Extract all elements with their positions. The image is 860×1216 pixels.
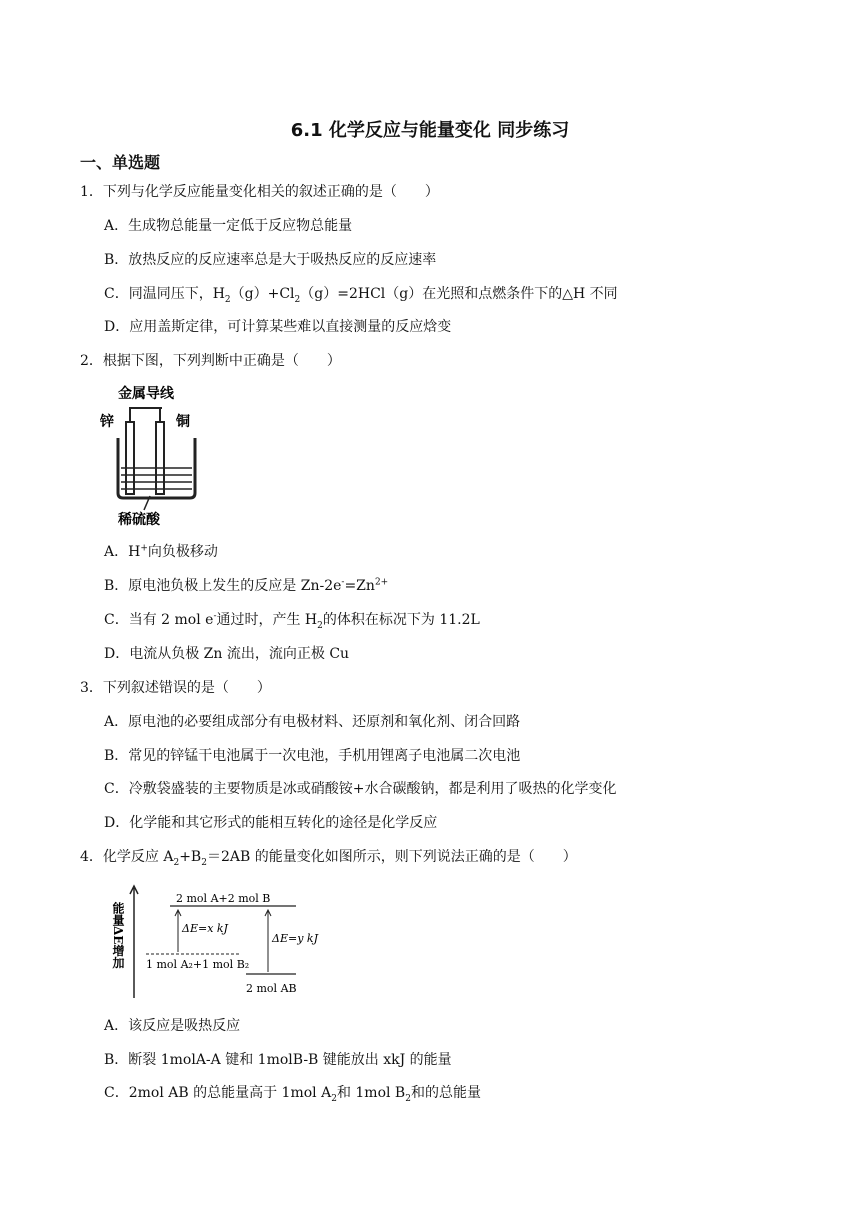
question-1-option-c xyxy=(104,283,618,305)
low-level-label: 2 mol AB xyxy=(246,982,297,995)
question-2-option-a xyxy=(104,541,218,561)
subscript: 2 xyxy=(294,294,301,305)
superscript: - xyxy=(213,611,217,622)
question-3-option-a: A．原电池的必要组成部分有电极材料、还原剂和氧化剂、闭合回路 xyxy=(104,714,521,730)
q4-stem-part: 4．化学反应 A xyxy=(80,849,174,865)
subscript: 2 xyxy=(173,857,180,868)
question-2-option-b xyxy=(104,575,388,595)
question-1-stem: 1．下列与化学反应能量变化相关的叙述正确的是（ ） xyxy=(80,184,439,200)
question-3-option-d: D．化学能和其它形式的能相互转化的途径是化学反应 xyxy=(104,815,438,831)
question-1-option-a: A．生成物总能量一定低于反应物总能量 xyxy=(104,218,353,234)
q1c-part: （g）=2HCl（g）在光照和点燃条件下的△H 不同 xyxy=(300,286,618,302)
q4c-part: 和 1mol B xyxy=(336,1085,406,1101)
top-level-label: 2 mol A+2 mol B xyxy=(176,892,271,905)
copper-electrode xyxy=(156,422,164,494)
subscript: 2 xyxy=(224,294,231,305)
galvanic-cell-figure xyxy=(100,378,220,528)
question-2-option-c xyxy=(104,609,480,631)
zinc-electrode xyxy=(126,422,134,494)
question-2-option-d: D．电流从负极 Zn 流出，流向正极 Cu xyxy=(104,646,350,662)
section-heading: 一、单选题 xyxy=(80,153,161,172)
q2c-part: C．当有 2 mol e xyxy=(104,612,214,628)
superscript: + xyxy=(140,543,148,554)
subscript: 2 xyxy=(317,620,323,631)
question-4-option-b: B．断裂 1molA-A 键和 1molB-B 键能放出 xkJ 的能量 xyxy=(104,1052,452,1068)
q2b-part: =Zn xyxy=(344,578,375,594)
delta-y-label: ΔE=y kJ xyxy=(272,932,318,945)
q1c-part: C．同温同压下，H xyxy=(104,286,225,302)
q2c-part: 的体积在标况下为 11.2L xyxy=(322,612,480,628)
question-4-option-a: A．该反应是吸热反应 xyxy=(104,1018,241,1034)
subscript: 2 xyxy=(405,1093,411,1104)
question-3-stem: 3．下列叙述错误的是（ ） xyxy=(80,680,271,696)
question-4-option-c xyxy=(104,1082,481,1104)
question-1-option-b: B．放热反应的反应速率总是大于吸热反应的反应速率 xyxy=(104,252,437,268)
q4-stem-part: +B xyxy=(179,849,202,865)
subscript: 2 xyxy=(201,857,207,868)
subscript: 2 xyxy=(331,1093,337,1104)
question-1-option-d: D．应用盖斯定律，可计算某些难以直接测量的反应焓变 xyxy=(104,319,452,335)
superscript: - xyxy=(341,577,345,588)
wire-label: 金属导线 xyxy=(118,386,174,402)
q2b-part: B．原电池负极上发生的反应是 Zn-2e xyxy=(104,578,342,594)
q4c-part: C．2mol AB 的总能量高于 1mol A xyxy=(104,1085,332,1101)
q2c-part: 通过时，产生 H xyxy=(216,612,318,628)
question-3-option-b: B．常见的锌锰干电池属于一次电池，手机用锂离子电池属二次电池 xyxy=(104,748,521,764)
question-4-stem xyxy=(80,846,577,868)
copper-label: 铜 xyxy=(176,414,190,430)
q2a-part: 向负极移动 xyxy=(147,544,218,560)
zinc-label: 锌 xyxy=(100,414,114,430)
q1c-part: （g）+Cl xyxy=(230,286,295,302)
acid-label: 稀硫酸 xyxy=(118,512,160,528)
energy-axis-label: 能量ΔE增加 xyxy=(111,902,125,969)
page-title: 6.1 化学反应与能量变化 同步练习 xyxy=(290,120,570,141)
mid-level-label: 1 mol A₂+1 mol B₂ xyxy=(146,958,250,971)
energy-diagram xyxy=(110,882,340,1002)
q4c-part: 和的总能量 xyxy=(410,1085,481,1101)
question-3-option-c: C．冷敷袋盛装的主要物质是冰或硝酸铵+水合碳酸钠，都是利用了吸热的化学变化 xyxy=(104,781,617,797)
q2a-part: A．H xyxy=(104,544,141,560)
superscript: 2+ xyxy=(374,577,389,588)
q4-stem-part: ＝2AB 的能量变化如图所示，则下列说法正确的是（ ） xyxy=(206,849,577,865)
delta-x-label: ΔE=x kJ xyxy=(182,922,228,935)
question-2-stem: 2．根据下图，下列判断中正确是（ ） xyxy=(80,353,341,369)
